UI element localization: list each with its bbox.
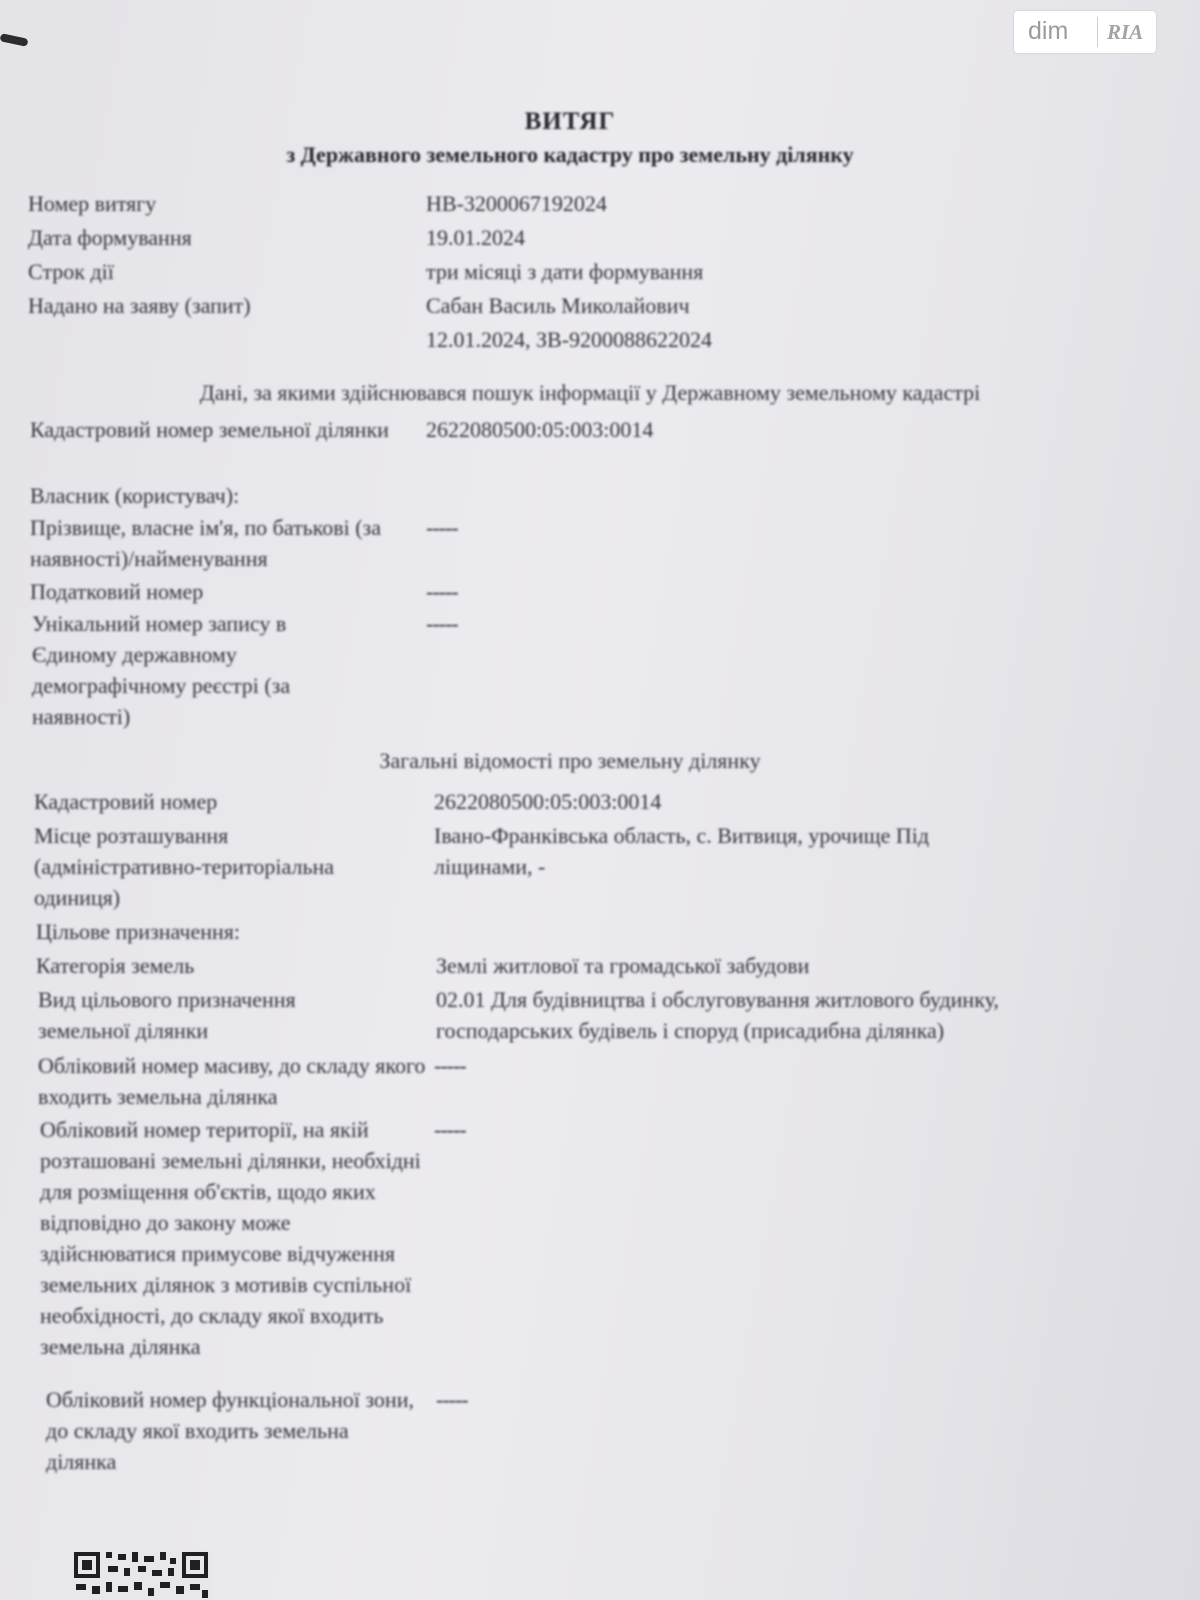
- watermark-ria: RIA: [1107, 20, 1144, 44]
- field-value: 12.01.2024, ЗВ-9200088622024: [426, 327, 713, 352]
- field-label: Кадастровий номер земельної ділянки: [30, 417, 389, 442]
- field-value: Сабан Василь Миколайович: [426, 293, 690, 318]
- dimria-watermark: [1014, 11, 1156, 53]
- field-value: -----: [426, 611, 458, 636]
- field-value: Землі житлової та громадської забудови: [436, 953, 810, 978]
- field-label: Податковий номер: [30, 579, 204, 604]
- field-label: Номер витягу: [28, 191, 157, 216]
- document-subtitle: з Державного земельного кадастру про земельну ділянку: [286, 142, 854, 167]
- field-value: -----: [426, 579, 458, 604]
- field-label: Обліковий номер масиву, до складу якого входить земельна ділянка: [38, 1053, 426, 1109]
- watermark-dim: dim: [1028, 17, 1069, 45]
- ink-smudge: [0, 33, 29, 47]
- qr-code: [72, 1550, 212, 1600]
- field-label: Строк дії: [28, 259, 114, 284]
- field-label: Обліковий номер території, на якій розташовані земельні ділянки, необхідні для розміщення об'єктів, щодо яких відповідно до закону може здійснюватися примусове відчуження земельних ділянок з мотивів суспільної необхідності, до складу якої входить земельна ділянка: [40, 1117, 421, 1359]
- field-value: 2622080500:05:003:0014: [434, 789, 662, 814]
- field-value: Івано-Франківська область, с. Витвиця, урочище Під ліщинами, -: [434, 823, 930, 879]
- field-label: Унікальний номер запису в Єдиному державному демографічному реєстрі (за наявності): [32, 611, 291, 729]
- field-label: Цільове призначення:: [36, 919, 241, 944]
- field-value: -----: [436, 1387, 468, 1412]
- search-section-heading: Дані, за якими здійснювався пошук інформації у Державному земельному кадастрі: [199, 380, 981, 405]
- field-label: Обліковий номер функціональної зони, до складу якої входить земельна ділянка: [46, 1387, 414, 1474]
- field-value: 2622080500:05:003:0014: [426, 417, 654, 442]
- field-label: Категорія земель: [36, 953, 195, 978]
- field-value: три місяці з дати формування: [426, 259, 704, 284]
- field-label: Прізвище, власне ім'я, по батькові (за наявності)/найменування: [30, 515, 381, 571]
- general-section-heading: Загальні відомості про земельну ділянку: [379, 748, 761, 773]
- field-value: 02.01 Для будівництва і обслуговування житлового будинку, господарських будівель і споруд (присадибна ділянка): [436, 987, 999, 1043]
- field-value: -----: [426, 515, 458, 540]
- field-label: Надано на заяву (запит): [28, 293, 251, 318]
- field-value: 19.01.2024: [426, 225, 525, 250]
- field-label: Вид цільового призначення земельної ділянки: [38, 987, 296, 1043]
- field-value: НВ-3200067192024: [426, 191, 607, 216]
- field-label: Кадастровий номер: [34, 789, 218, 814]
- field-value: -----: [434, 1053, 466, 1078]
- field-value: -----: [434, 1117, 466, 1142]
- field-label: Власник (користувач):: [30, 483, 240, 508]
- document-title: ВИТЯГ: [524, 108, 616, 135]
- field-label: Місце розташування (адміністративно-територіальна одиниця): [34, 823, 335, 910]
- field-label: Дата формування: [28, 225, 192, 250]
- watermark-divider: [1097, 17, 1098, 47]
